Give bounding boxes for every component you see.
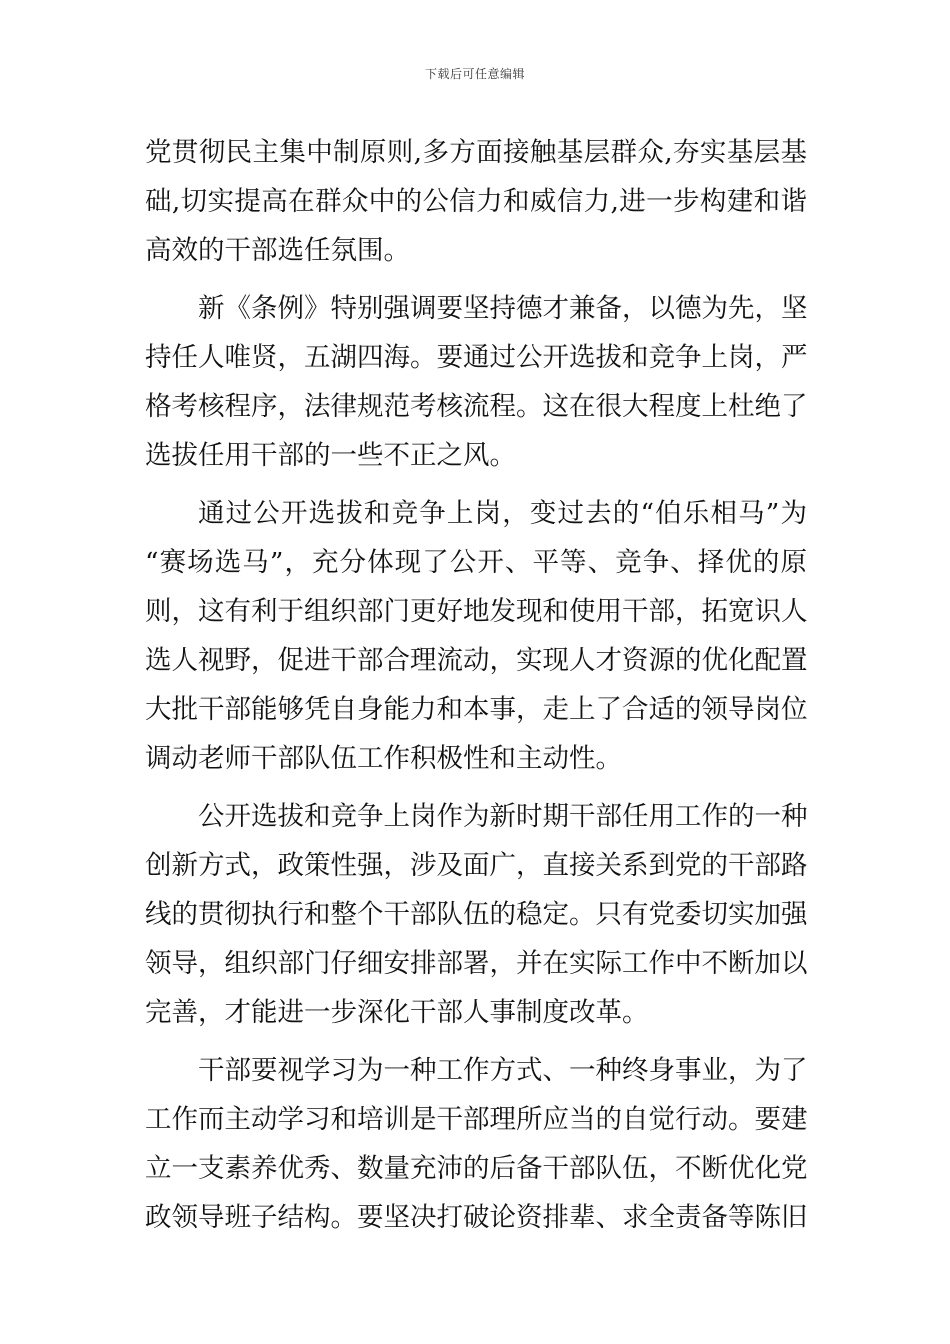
text-line: 础,切实提高在群众中的公信力和威信力,进一步构建和谐 [145,186,807,217]
paragraph [145,284,807,480]
text-line: 大批干部能够凭自身能力和本事，走上了合适的领导岗位 [145,694,808,725]
paragraph [145,489,807,783]
text-line: “赛场选马”，充分体现了公开、平等、竞争、择优的原 [145,547,807,578]
text-line: 创新方式，政策性强，涉及面广，直接关系到党的干部路 [145,850,808,881]
text-line: 高效的干部选任氛围。 [145,235,410,266]
text-line: 选拔任用干部的一些不正之风。 [145,440,516,471]
text-line: 立一支素养优秀、数量充沛的后备干部队伍，不断优化党 [145,1153,808,1184]
text-line: 新《条例》特别强调要坚持德才兼备，以德为先，坚 [198,293,808,324]
text-line: 选人视野，促进干部合理流动，实现人才资源的优化配置 [145,645,808,676]
text-line: 干部要视学习为一种工作方式、一种终身事业，为了 [198,1055,808,1086]
text-line: 领导，组织部门仔细安排部署，并在实际工作中不断加以 [145,948,808,979]
paragraph [145,792,807,1037]
document-body [145,128,807,1242]
paragraph [145,128,807,275]
text-line: 公开选拔和竞争上岗作为新时期干部任用工作的一种 [198,801,808,832]
text-line: 格考核程序，法律规范考核流程。这在很大程度上杜绝了 [145,391,808,422]
page-header: 下载后可任意编辑 [424,67,525,81]
text-line: 线的贯彻执行和整个干部队伍的稳定。只有党委切实加强 [145,899,808,930]
text-line: 通过公开选拔和竞争上岗，变过去的“伯乐相马”为 [198,498,807,529]
text-line: 调动老师干部队伍工作积极性和主动性。 [145,743,622,774]
text-line: 政领导班子结构。要坚决打破论资排辈、求全责备等陈旧 [145,1202,808,1233]
text-line: 持任人唯贤，五湖四海。要通过公开选拔和竞争上岗，严 [145,342,808,373]
paragraph [145,1046,807,1242]
text-line: 党贯彻民主集中制原则,多方面接触基层群众,夯实基层基 [145,137,807,168]
text-line: 工作而主动学习和培训是干部理所应当的自觉行动。要建 [145,1104,808,1135]
text-line: 则，这有利于组织部门更好地发现和使用干部，拓宽识人 [145,596,808,627]
text-line: 完善，才能进一步深化干部人事制度改革。 [145,997,649,1028]
